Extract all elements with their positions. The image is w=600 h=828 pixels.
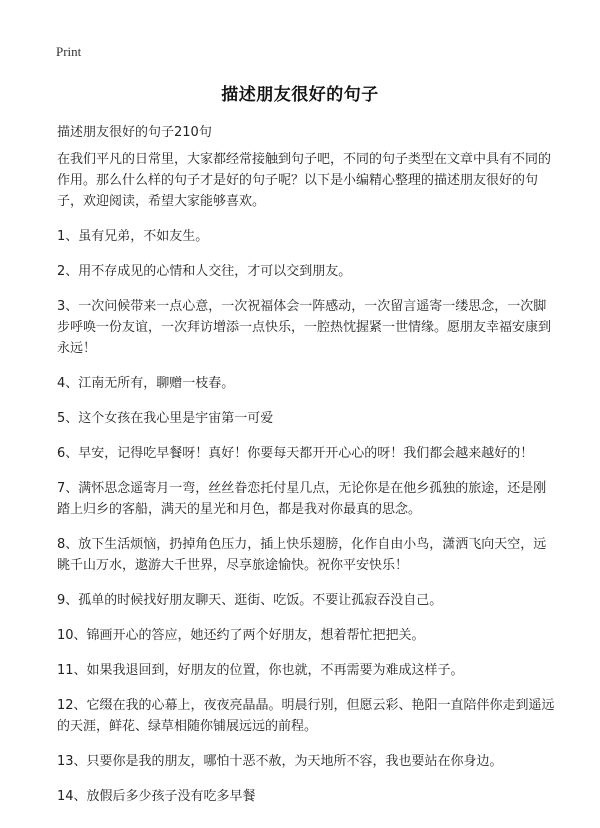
- list-item: 2、用不存成见的心情和人交往，才可以交到朋友。: [57, 264, 352, 279]
- list-item: 13、只要你是我的朋友，哪怕十恶不赦，为天地所不容，我也要站在你身边。: [57, 754, 503, 769]
- print-link[interactable]: Print: [56, 44, 82, 59]
- list-item: 7、满怀思念遥寄月一弯，丝丝眷恋托付星几点，无论你是在他乡孤独的旅途，还是刚踏上归乡的客船，满天的星光和月色，都是我对你最真的思念。: [57, 481, 547, 517]
- document-subtitle: 描述朋友很好的句子210句: [57, 125, 212, 140]
- list-item: 14、放假后多少孩子没有吃多早餐: [57, 789, 256, 804]
- document-body: [57, 149, 557, 821]
- list-item: 8、放下生活烦恼，扔掉角色压力，插上快乐翅膀，化作自由小鸟，潇洒飞向天空，远眺千山万水，遨游大千世界，尽享旅途愉快。祝你平安快乐！: [57, 537, 547, 573]
- list-item: 12、它缀在我的心幕上，夜夜亮晶晶。明晨行别，但愿云彩、艳阳一直陪伴你走到遥远的天涯，鲜花、绿草相随你铺展远远的前程。: [57, 698, 555, 734]
- list-item: 6、早安，记得吃早餐呀！真好！你要每天都开开心心的呀！我们都会越来越好的！: [57, 446, 534, 461]
- page-title: 描述朋友很好的句子: [221, 85, 379, 105]
- list-item: 5、这个女孩在我心里是宇宙第一可爱: [57, 411, 274, 426]
- list-item: 11、如果我退回到，好朋友的位置，你也就，不再需要为难成这样子。: [57, 663, 464, 678]
- intro-paragraph: 在我们平凡的日常里，大家都经常接触到句子吧，不同的句子类型在文章中具有不同的作用。那么什么样的句子才是好的句子呢？以下是小编精心整理的描述朋友很好的句子，欢迎阅读，希望大家能够喜欢。: [57, 152, 552, 209]
- list-item: 1、虽有兄弟，不如友生。: [57, 229, 209, 244]
- list-item: 9、孤单的时候找好朋友聊天、逛街、吃饭。不要让孤寂吞没自己。: [57, 593, 443, 608]
- list-item: 10、锦画开心的答应，她还约了两个好朋友，想着帮忙把把关。: [57, 628, 425, 643]
- list-item: 4、江南无所有，聊赠一枝春。: [57, 376, 235, 391]
- list-item: 3、一次问候带来一点心意，一次祝福体会一阵感动，一次留言遥寄一缕思念，一次脚步呼唤一份友谊，一次拜访增添一点快乐，一腔热忱握紧一世情缘。愿朋友幸福安康到永远！: [57, 299, 552, 356]
